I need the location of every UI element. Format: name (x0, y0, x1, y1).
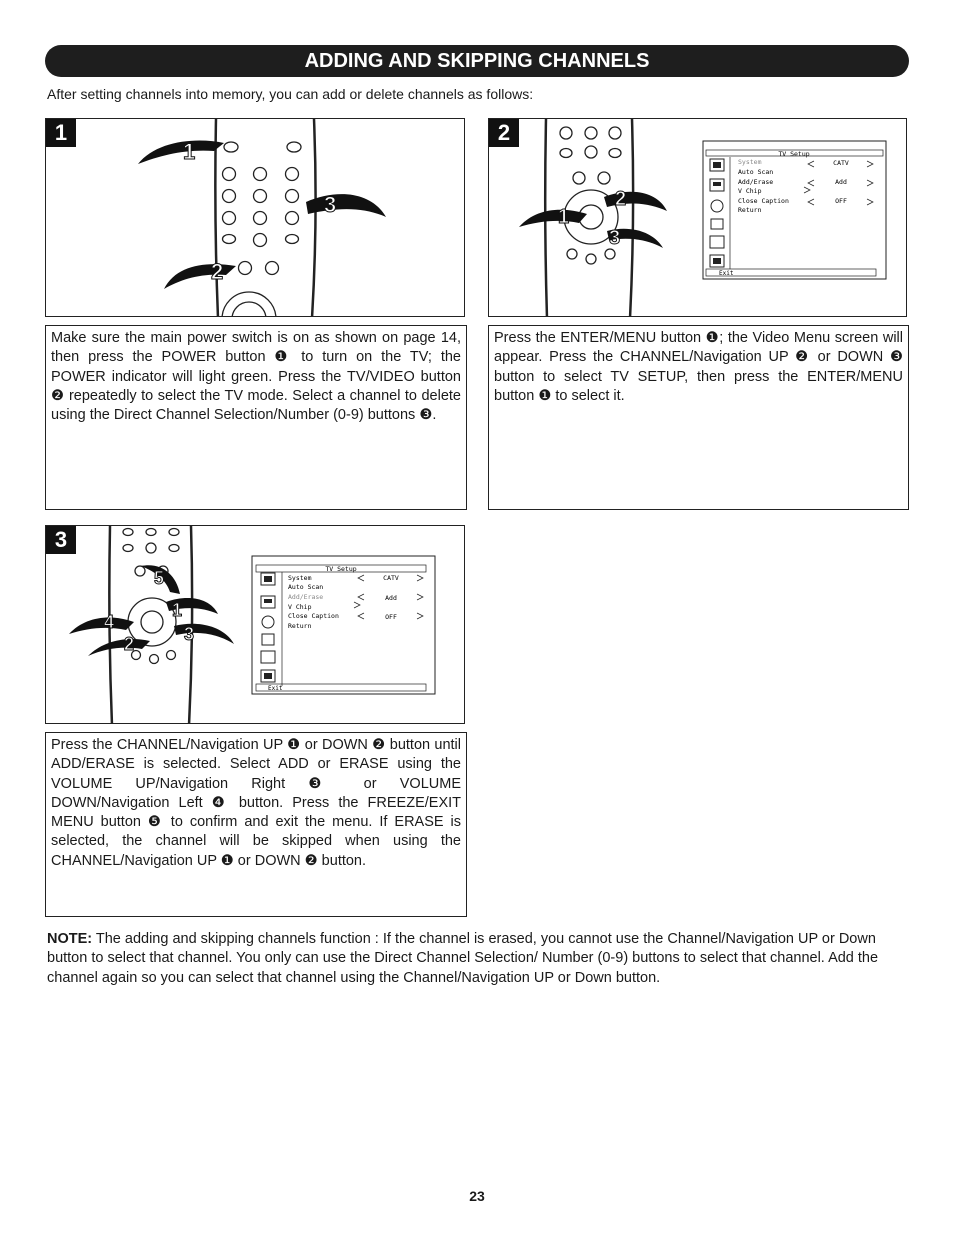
menu-item-close-caption: Close Caption (738, 197, 789, 205)
menu-footer-exit: Exit (719, 270, 734, 277)
menu-value-system: CATV (383, 574, 399, 582)
note-label: NOTE: (47, 931, 93, 947)
menu-item-auto-scan: Auto Scan (288, 583, 324, 591)
note-text: The adding and skipping channels function : If the channel is erased, you cannot use the Channel/Navigation UP or Down button to select that channel. You only can use the Direct Channel Selection/ Number (0-9) buttons to select that channel. Add the channel again so you can select that channel using the Channel/Navigation UP or Down button. (47, 931, 879, 986)
step-1-instructions: Make sure the main power switch is on as shown on page 14, then press the POWER button ❶ to turn on the TV; the POWER indicator will light green. Press the TV/VIDEO button ❷ repeatedly to select the TV mode. Select a channel to delete using the Direct Channel Selection/Number (0-9) buttons ❸. (45, 325, 467, 510)
step-3-illustration (45, 525, 465, 724)
step-3-instructions: Press the CHANNEL/Navigation UP ❶ or DOWN ❷ button until ADD/ERASE is selected. Select ADD or ERASE using the VOLUME UP/Navigation Right ❸ or VOLUME DOWN/Navigation Left ❹ button. Press the FREEZE/EXIT MENU button ❺ to confirm and exit the menu. If ERASE is selected, the channel will be skipped when using the CHANNEL/Navigation UP ❶ or DOWN ❷ button. (45, 732, 467, 917)
remote-and-menu-3 (46, 526, 465, 724)
menu-value-add-erase: Add (385, 594, 397, 602)
menu-item-v-chip: V Chip (738, 187, 762, 195)
callout-2: 2 (211, 259, 224, 284)
remote-and-menu-2 (489, 119, 907, 317)
menu-item-return: Return (738, 206, 762, 214)
step-1-illustration (45, 118, 465, 317)
note-paragraph (47, 930, 909, 988)
menu-title: TV Setup (325, 565, 357, 573)
menu-item-auto-scan: Auto Scan (738, 168, 774, 176)
menu-item-system: System (288, 574, 312, 582)
callout-3: 3 (184, 624, 195, 644)
menu-value-close-caption: OFF (835, 197, 847, 205)
callout-1: 1 (172, 600, 183, 620)
tv-setup-menu (252, 556, 435, 694)
callout-5: 5 (154, 568, 165, 588)
page-number: 23 (469, 1188, 485, 1204)
callout-3: 3 (609, 227, 621, 249)
menu-value-system: CATV (833, 159, 849, 167)
step-2-illustration (488, 118, 907, 317)
menu-value-close-caption: OFF (385, 613, 397, 621)
menu-item-close-caption: Close Caption (288, 612, 339, 620)
callout-3: 3 (324, 192, 337, 217)
tv-setup-menu (703, 141, 886, 279)
callout-1: 1 (183, 139, 196, 164)
step-2-instructions: Press the ENTER/MENU button ❶; the Video Menu screen will appear. Press the CHANNEL/Navigation UP ❷ or DOWN ❸ button to select TV SETUP, then press the ENTER/MENU button ❶ to select it. (488, 325, 909, 510)
menu-item-add-erase: Add/Erase (288, 593, 324, 601)
callout-2: 2 (615, 188, 627, 210)
step-3-badge: 3 (46, 526, 76, 554)
callout-4: 4 (104, 612, 115, 632)
menu-item-v-chip: V Chip (288, 603, 312, 611)
step-1-badge: 1 (46, 119, 76, 147)
intro-text: After setting channels into memory, you can add or delete channels as follows: (47, 86, 534, 102)
page-title: ADDING AND SKIPPING CHANNELS (45, 45, 909, 77)
step-2-badge: 2 (489, 119, 519, 147)
menu-footer-exit: Exit (268, 685, 283, 692)
menu-item-return: Return (288, 622, 312, 630)
callout-1: 1 (558, 206, 570, 228)
remote-illustration-1 (46, 119, 465, 317)
menu-item-add-erase: Add/Erase (738, 178, 774, 186)
menu-item-system: System (738, 158, 762, 166)
callout-2: 2 (124, 634, 135, 654)
menu-value-add-erase: Add (835, 178, 847, 186)
menu-title: TV Setup (778, 150, 810, 158)
